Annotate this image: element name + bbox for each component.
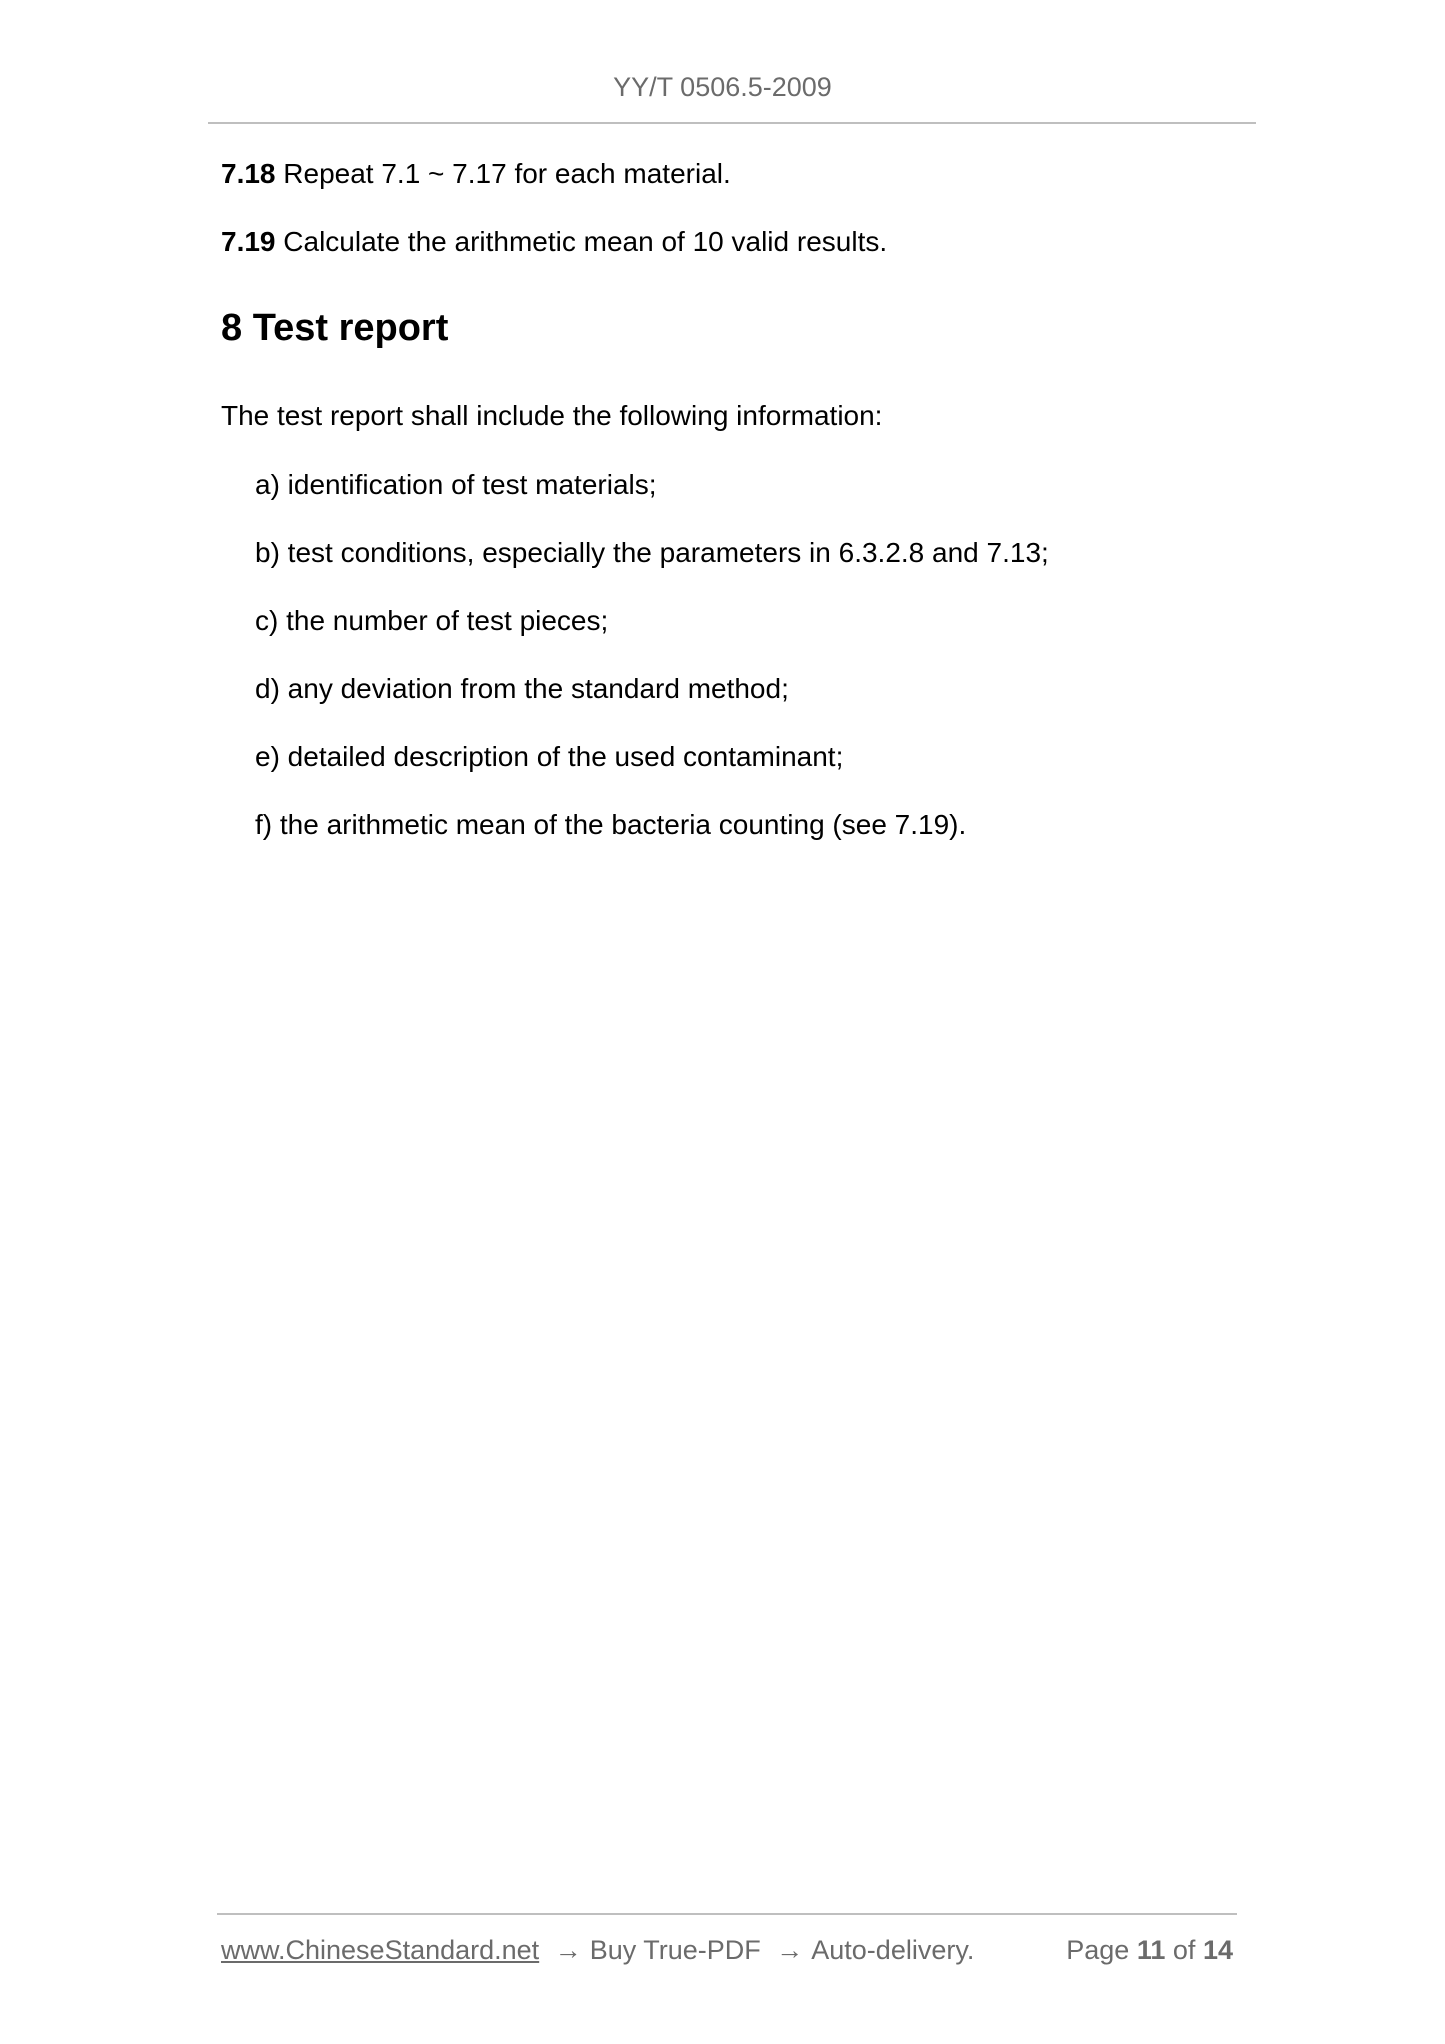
list-item: d) any deviation from the standard method;: [255, 673, 789, 704]
delivery-text: Auto-delivery.: [811, 1935, 975, 1965]
list-item: e) detailed description of the used contaminant;: [255, 741, 844, 772]
header-divider: [208, 122, 1256, 124]
page-current: 11: [1136, 1935, 1166, 1965]
list-item: a) identification of test materials;: [255, 469, 657, 500]
arrow-right-icon: →: [776, 1935, 804, 1965]
page-indicator: [1066, 1935, 1233, 1966]
footer-divider: [217, 1913, 1237, 1915]
list-item: f) the arithmetic mean of the bacteria counting (see 7.19).: [255, 809, 967, 840]
report-items-list: [255, 468, 1049, 876]
section-intro: The test report shall include the following information:: [221, 400, 883, 431]
list-item: c) the number of test pieces;: [255, 605, 609, 636]
page-footer: [221, 1935, 1233, 1966]
page-of: of: [1172, 1935, 1196, 1965]
clause-7-18: [221, 157, 731, 191]
document-code-header: YY/T 0506.5-2009: [613, 72, 832, 102]
clause-number: 7.19: [221, 226, 276, 257]
page-total: 14: [1202, 1935, 1233, 1965]
arrow-right-icon: →: [554, 1935, 582, 1965]
clause-number: 7.18: [221, 158, 276, 189]
page-label: Page: [1066, 1935, 1130, 1965]
clause-text: Calculate the arithmetic mean of 10 valid results.: [283, 226, 888, 257]
site-link[interactable]: www.ChineseStandard.net: [221, 1935, 540, 1965]
clause-text: Repeat 7.1 ~ 7.17 for each material.: [283, 158, 731, 189]
section-heading: 8 Test report: [221, 307, 449, 349]
buy-text: Buy True-PDF: [589, 1935, 761, 1965]
clause-7-19: [221, 225, 887, 259]
list-item: b) test conditions, especially the parameters in 6.3.2.8 and 7.13;: [255, 537, 1049, 568]
